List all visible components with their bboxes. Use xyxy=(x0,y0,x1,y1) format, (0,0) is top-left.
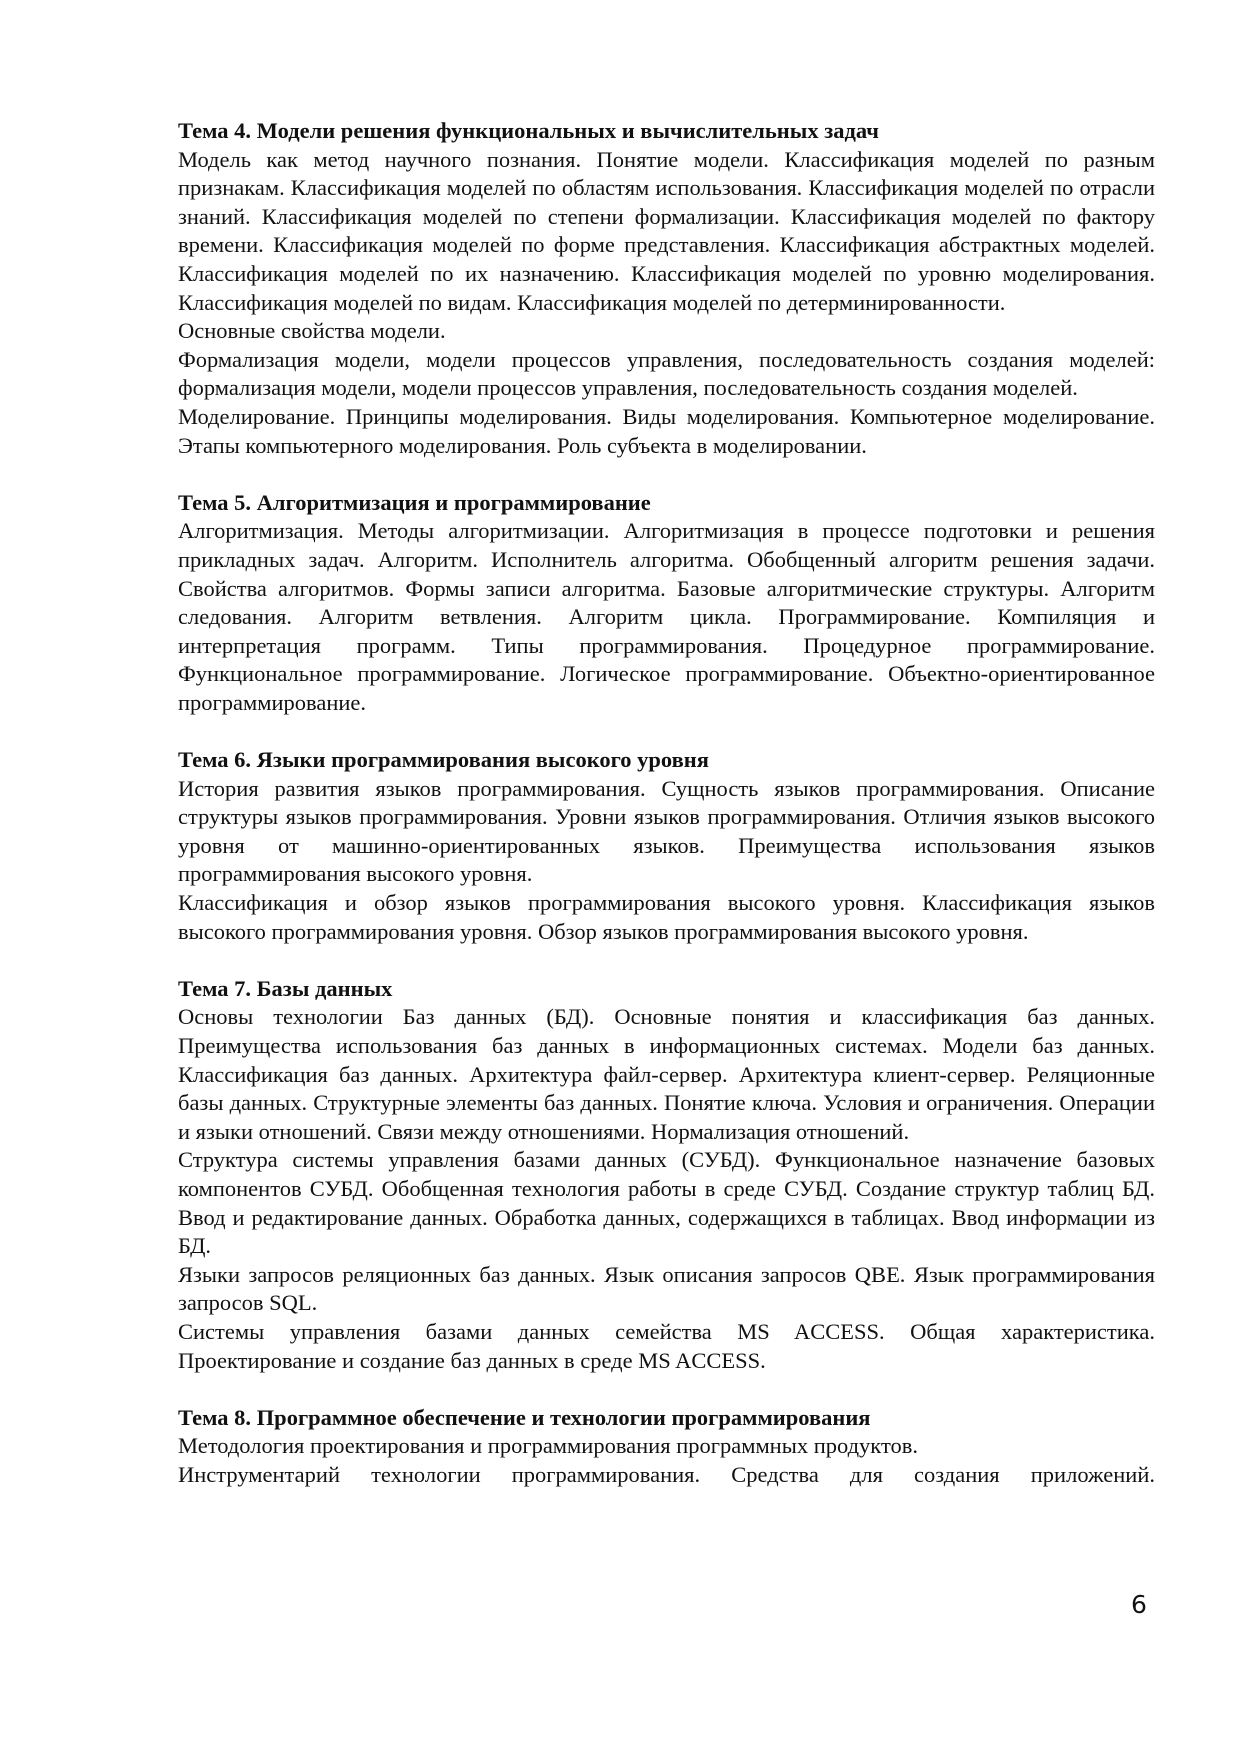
paragraph: Языки запросов реляционных баз данных. Язык описания запросов QBE. Язык программирования запросов SQL. xyxy=(178,1261,1155,1316)
paragraph: Моделирование. Принципы моделирования. Виды моделирования. Компьютерное моделирование. Этапы компьютерного моделирования. Роль субъекта в моделировании. xyxy=(178,403,1155,458)
section-topic-7 xyxy=(178,975,1155,1375)
section-topic-6 xyxy=(178,746,1155,946)
paragraph: Основы технологии Баз данных (БД). Основные понятия и классификация баз данных. Преимущества использования баз данных в информационных системах. Модели баз данных. Классификация баз данных. Архитектура файл-сервер. Архитектура клиент-сервер. Реляционные базы данных. Структурные элементы баз данных. Понятие ключа. Условия и ограничения. Операции и языки отношений. Связи между отношениями. Нормализация отношений. xyxy=(178,1004,1155,1144)
paragraph: Формализация модели, модели процессов управления, последовательность создания моделей: формализация модели, модели процессов управления, последовательность создания моделей. xyxy=(178,346,1155,401)
section-title: Тема 6. Языки программирования высокого уровня xyxy=(178,747,709,773)
paragraph: Алгоритмизация. Методы алгоритмизации. Алгоритмизация в процессе подготовки и решения прикладных задач. Алгоритм. Исполнитель алгоритма. Обобщенный алгоритм решения задачи. Свойства алгоритмов. Формы записи алгоритма. Базовые алгоритмические структуры. Алгоритм следования. Алгоритм ветвления. Алгоритм цикла. Программирование. Компиляция и интерпретация программ. Типы программирования. Процедурное программирование. Функциональное программирование. Логическое программирование. Объектно-ориентированное программирование. xyxy=(178,518,1155,715)
section-topic-8 xyxy=(178,1404,1155,1490)
paragraph: Методология проектирования и программирования программных продуктов. xyxy=(178,1433,918,1459)
section-topic-4 xyxy=(178,117,1155,460)
paragraph: Системы управления базами данных семейства MS ACCESS. Общая характеристика. Проектирование и создание баз данных в среде MS ACCESS. xyxy=(178,1318,1155,1373)
page-number: 6 xyxy=(1131,1590,1147,1619)
paragraph: История развития языков программирования. Сущность языков программирования. Описание структуры языков программирования. Уровни языков программирования. Отличия языков высокого уровня от машинно-ориентированных языков. Преимущества использования языков программирования высокого уровня. xyxy=(178,775,1155,887)
paragraph: Структура системы управления базами данных (СУБД). Функциональное назначение базовых компонентов СУБД. Обобщенная технология работы в среде СУБД. Создание структур таблиц БД. Ввод и редактирование данных. Обработка данных, содержащихся в таблицах. Ввод информации из БД. xyxy=(178,1147,1155,1259)
section-title: Тема 7. Базы данных xyxy=(178,975,393,1001)
paragraph: Основные свойства модели. xyxy=(178,318,446,344)
section-topic-5 xyxy=(178,489,1155,718)
paragraph: Модель как метод научного познания. Понятие модели. Классификация моделей по разным признакам. Классификация моделей по областям использования. Классификация моделей по отрасли знаний. Классификация моделей по степени формализации. Классификация моделей по фактору времени. Классификация моделей по форме представления. Классификация абстрактных моделей. Классификация моделей по их назначению. Классификация моделей по уровню моделирования. Классификация моделей по видам. Классификация моделей по детерминированности. xyxy=(178,146,1155,315)
document-page xyxy=(178,117,1155,1518)
section-title: Тема 5. Алгоритмизация и программирование xyxy=(178,489,651,515)
paragraph: Инструментарий технологии программирования. Средства для создания приложений. xyxy=(178,1461,1155,1487)
section-title: Тема 4. Модели решения функциональных и вычислительных задач xyxy=(178,118,879,143)
paragraph: Классификация и обзор языков программирования высокого уровня. Классификация языков высокого программирования уровня. Обзор языков программирования высокого уровня. xyxy=(178,890,1155,944)
section-title: Тема 8. Программное обеспечение и технологии программирования xyxy=(178,1404,871,1430)
